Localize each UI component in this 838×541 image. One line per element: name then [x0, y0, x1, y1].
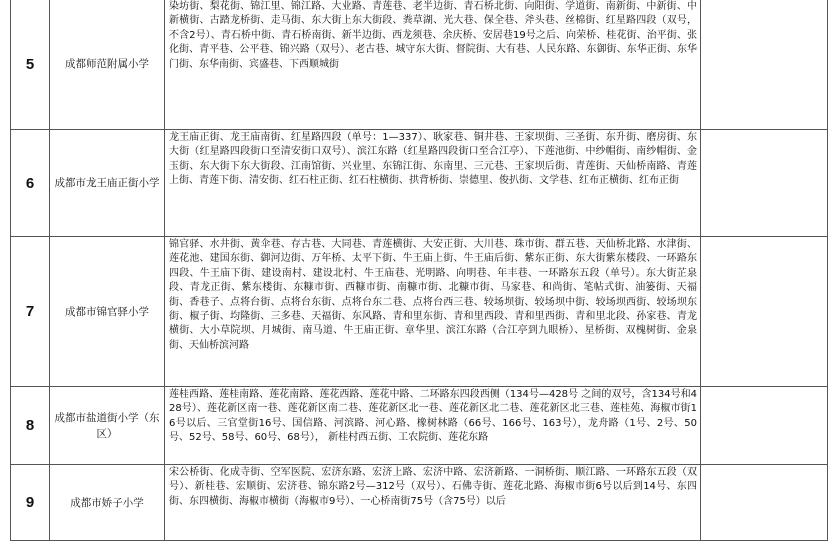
table-row	[11, 387, 828, 465]
school-name: 成都市娇子小学	[50, 465, 165, 541]
empty-cell	[701, 237, 828, 387]
row-number: 7	[11, 237, 50, 387]
school-name: 成都市锦官驿小学	[50, 237, 165, 387]
empty-cell	[701, 387, 828, 465]
row-number: 5	[11, 0, 50, 130]
empty-cell	[701, 130, 828, 237]
table-row	[11, 237, 828, 387]
table-row	[11, 465, 828, 541]
row-number: 8	[11, 387, 50, 465]
street-list: 莲桂西路、莲桂南路、莲花南路、莲花西路、莲花中路、二环路东四段西侧（134号—428号 之间的双号，含134号和428号）、莲花新区南一巷、莲花新区南二巷、莲花新区北一巷、莲花新区北二巷、莲花新区北三巷、莲桂苑、海椒市街16号以后、三官堂街16号、国信路、河滨路、河心路、橡树林路（66号、166号、163号），龙舟路（1号、2号、50号、52号、58号、60号、68号）， 新桂村西五街、工农院街、莲花东路	[165, 387, 701, 465]
row-number: 9	[11, 465, 50, 541]
school-name: 成都市盐道街小学（东区）	[50, 387, 165, 465]
street-list: 龙王庙正街、龙王庙南街、红星路四段（单号：1—337）、耿家巷、铜井巷、王家坝街、三圣街、东升街、磨房街、东大街（红星路四段街口至清安街口双号）、滨江东路（红星路四段街口至合江亭）、下莲池街、中纱帽街、南纱帽街、金玉街、东大街下东大街段、江南馆街、兴业里、东锦江街、东南里、三元巷、王家坝后街、青莲街、天仙桥南路、青莲上街、青莲下街、清安街、红石柱正街、红石柱横街、拱背桥街、崇德里、俊扒街、文学巷、红布正横街、红布正街	[165, 130, 701, 237]
row-number: 6	[11, 130, 50, 237]
empty-cell	[701, 465, 828, 541]
school-name: 成都师范附属小学	[50, 0, 165, 130]
empty-cell	[701, 0, 828, 130]
street-list: 宋公桥街、化成寺街、空军医院、宏济东路、宏济上路、宏济中路、宏济新路、一洞桥街、顺江路、一环路东五段（双号）、新桂巷、宏顺街、宏济巷、锦东路2号—312号（双号）、石佛寺街、莲花北路、海椒市街6号以后到14号、东四街、东四横街、海椒市横街（海椒市9号）、一心桥南街75号（含75号）以后	[165, 465, 701, 541]
table-row	[11, 0, 828, 130]
street-list: 锦官驿、水井街、黄伞巷、存古巷、大同巷、青莲横街、大安正街、大川巷、珠市街、群五巷、天仙桥北路、水津街、莲花池、建国东街、御河边街、万年桥、太平下街、牛王庙上街、牛王庙后街、紫东正街、东大街紫东楼段、一环路东四段、牛王庙下街、建设南村、建设北村、牛王庙巷、光明路、向明巷、年丰巷、一环路东五段（单号）。东大街芷泉段、青龙正街、紫东楼街、东糠市街、西糠市街、南糠市街、北糠市街、马家巷、和尚街、笔帖式街、油篓街、天福街、香巷子、点将台街、点将台东街、点将台东二巷、点将台西三巷、较场坝街、较场坝中街、较场坝西街、较场坝东街、椒子街、均隆街、三多巷、天福街、东风路、青和里东街、青和里西段、青和里西街、青和里北段、孙家巷、青龙横街、大小草院坝、月城街、南马道、牛王庙正街、章华里、滨江东路（合江亭到九眼桥）、星桥街、双槐树街、金泉街、天仙桥滨河路	[165, 237, 701, 387]
school-name: 成都市龙王庙正街小学	[50, 130, 165, 237]
street-list: 染坊街、梨花街、锦江里、锦江路、大业路、青莲巷、老半边街、青石桥北街、向阳街、学道街、南新街、中新街、中新横街、古踏龙桥街、走马街、东大街上东大街段、粪草湖、光大巷、保全巷、斧头巷、丝棉街、红星路四段（双号，不含2号）、青石桥中街、青石桥南街、新半边街、西龙须巷、余庆桥、安居巷19号之后、向荣桥、桂花街、治平街、张化街、青平巷、公平巷、锦兴路（双号）、老古巷、城守东大街、督院街、大有巷、人民东路、东御街、东华正街、东华门街、东华南街、宾盛巷、下西顺城街	[165, 0, 701, 130]
table-row	[11, 130, 828, 237]
school-district-table	[10, 0, 828, 541]
